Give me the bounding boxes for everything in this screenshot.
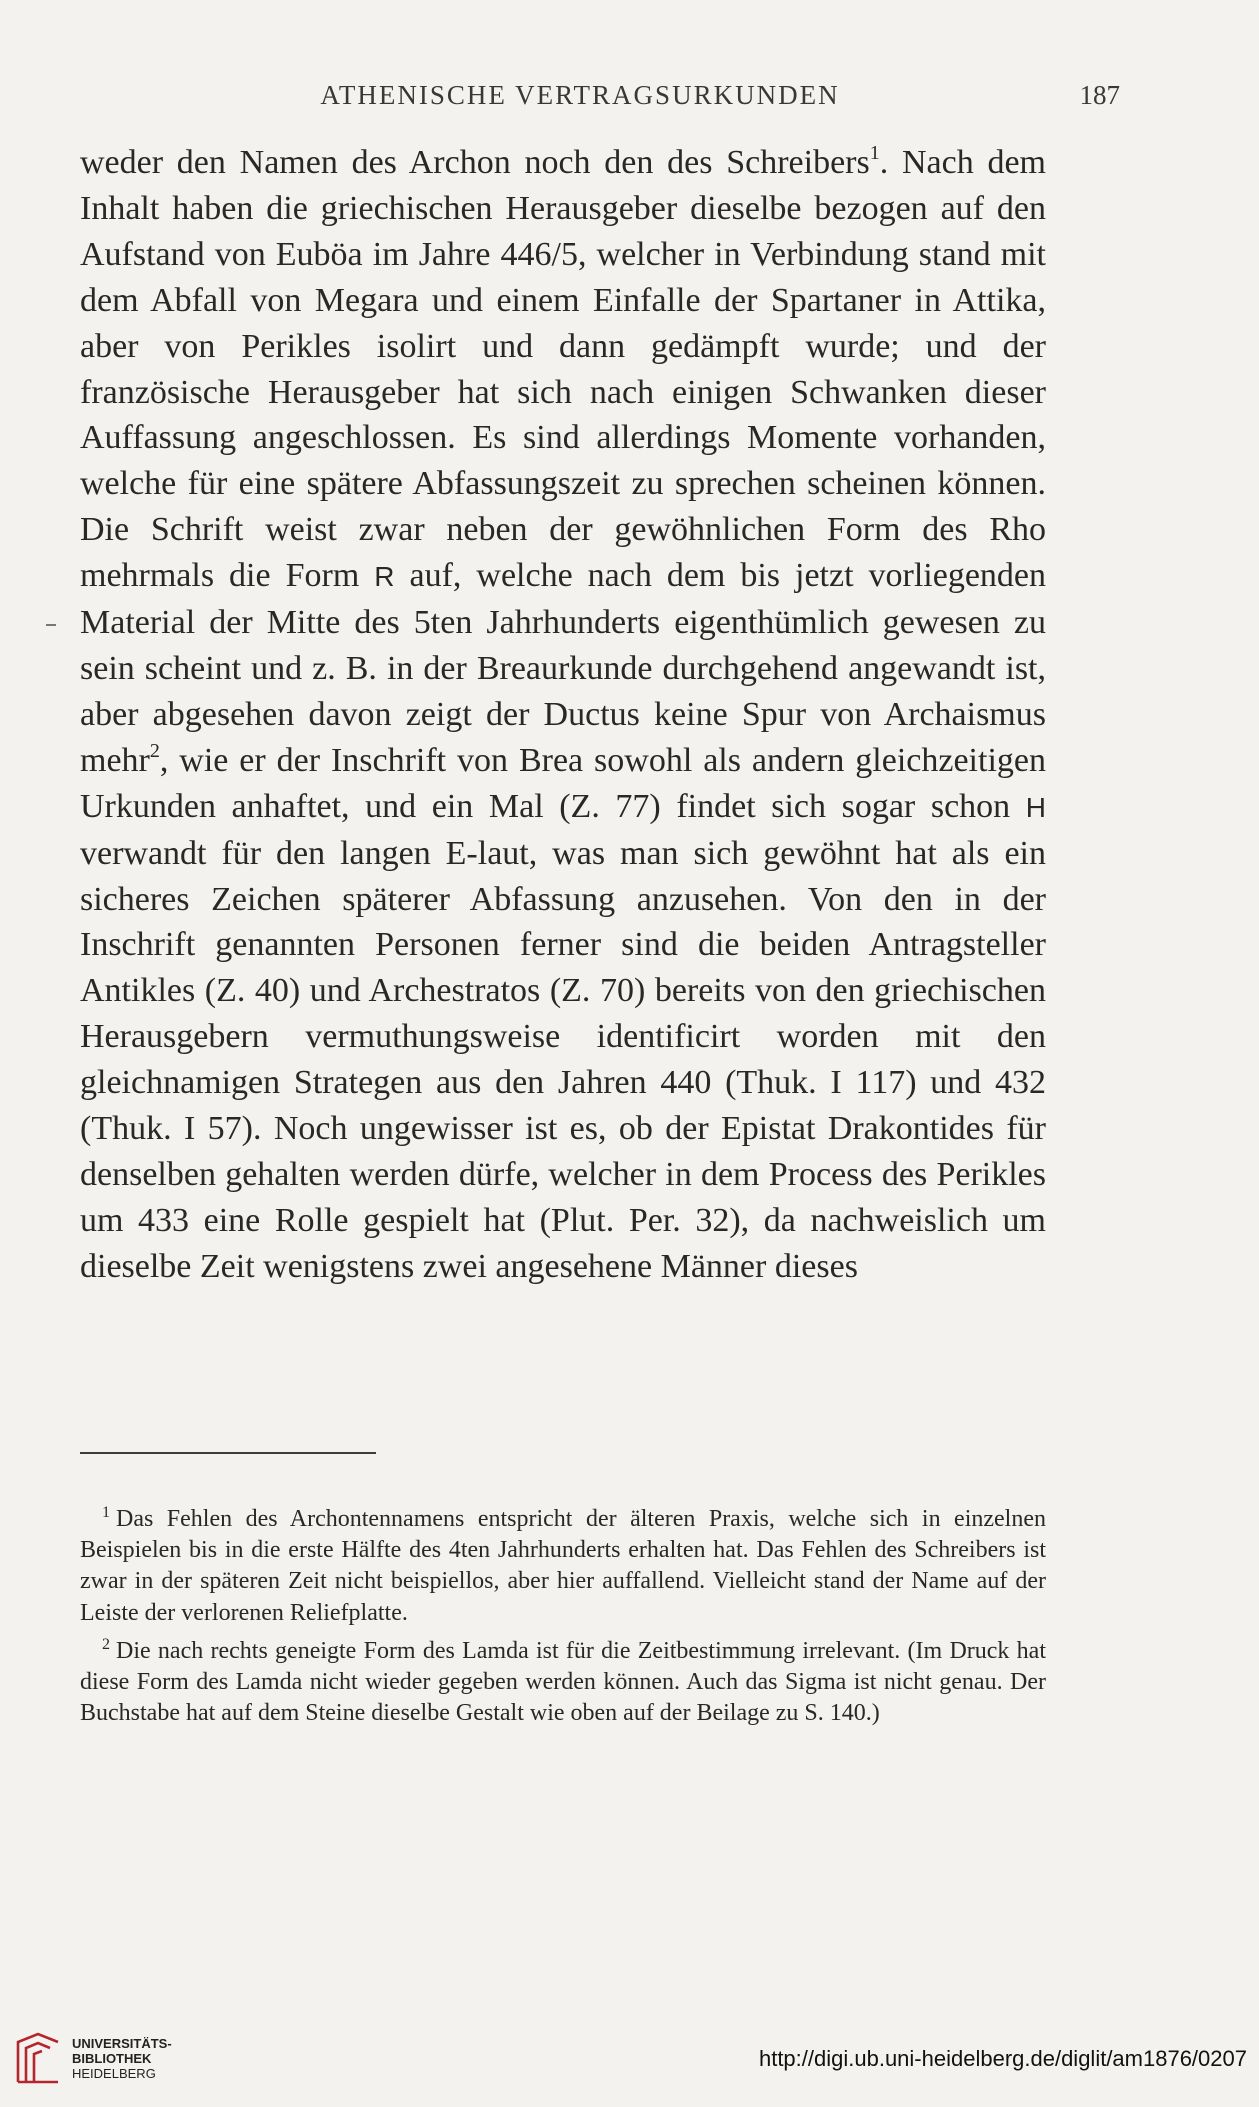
- body-text-segment: , wie er der Inschrift von Brea sowohl als andern gleichzeitigen Urkunden anhaftet, und ein Mal (Z. 77) findet sich sogar schon: [80, 741, 1046, 825]
- page-footer: [0, 2024, 1259, 2104]
- body-text-segment: auf, welche nach dem bis jetzt vorliegenden Material der Mitte des 5ten Jahrhunderts eigenthümlich gewesen zu sein scheint und z. B. in der Breaurkunde durchgehend angewandt ist, aber abgesehen davon zeigt der Ductus keine Spur von Archaismus mehr: [80, 557, 1047, 779]
- body-text-segment: verwandt für den langen E-laut, was man sich gewöhnt hat als ein sicheres Zeichen späterer Abfassung anzusehen. Von den in der Inschrift genannten Personen ferner sind die beiden Antragsteller Antikles (Z. 40) und Archestratos (Z. 70) bereits von den griechischen Herausgebern vermuthungsweise identificirt worden mit den gleichnamigen Strategen aus den Jahren 440 (Thuk. I 117) und 432 (Thuk. I 57). Noch ungewisser ist es, ob der Epistat Drakontides für denselben gehalten werden dürfe, welcher in dem Process des Perikles um 433 eine Rolle gespielt hat (Plut. Per. 32), da nachweislich um dieselbe Zeit wenigstens zwei angesehene Männer dieses: [80, 834, 1046, 1285]
- footnote-1: [80, 1497, 1046, 1629]
- footnote-number: 1: [102, 1504, 110, 1521]
- footnote-number: 2: [102, 1635, 110, 1653]
- footnote-ref-1[interactable]: 1: [869, 142, 880, 164]
- university-library-logo-icon[interactable]: [12, 2032, 64, 2088]
- footnotes: [80, 1497, 1046, 1729]
- footnote-ref-2[interactable]: 2: [149, 739, 160, 762]
- library-line: BIBLIOTHEK: [72, 2051, 152, 2066]
- body-text: [80, 140, 1046, 1290]
- body-text-segment: . Nach dem Inhalt haben die griechischen Herausgeber dieselbe bezogen auf den Aufstand von Euböa im Jahre 446/5, welcher in Verbindung stand mit dem Abfall von Megara und einem Einfalle der Spartaner in Attika, aber von Perikles isolirt und dann gedämpft wurde; und der französische Herausgeber hat sich nach einigen Schwanken dieser Auffassung angeschlossen. Es sind allerdings Momente vorhanden, welche für eine spätere Abfassungszeit zu sprechen scheinen können. Die Schrift weist zwar neben der gewöhnlichen Form des Rho mehrmals die Form: [80, 144, 1046, 595]
- page-number: 187: [1079, 80, 1120, 110]
- body-text-segment: weder den Namen des Archon noch den des Schreibers: [80, 144, 870, 181]
- page-header: [80, 80, 1120, 120]
- footnote-text: Die nach rechts geneigte Form des Lamda ist für die Zeitbestimmung irrelevant. (Im Druck hat diese Form des Lamda nicht wieder gegeben werden können. Auch das Sigma ist nicht genau. Der Buchstabe hat auf dem Steine dieselbe Gestalt wie oben auf der Beilage zu S. 140.): [80, 1637, 1046, 1727]
- margin-mark: [46, 624, 56, 626]
- footnote-separator: [80, 1452, 376, 1454]
- rho-glyph: R: [374, 561, 395, 593]
- library-name: [72, 2036, 172, 2081]
- footnote-2: [80, 1629, 1046, 1730]
- footnote-text: Das Fehlen des Archontennamens entspricht der älteren Praxis, welche sich in einzelnen Beispielen bis in die erste Hälfte des 4ten Jahrhunderts erhalten hat. Das Fehlen des Schreibers ist zwar in der späteren Zeit nicht beispiellos, aber hier auffallend. Vielleicht stand der Name auf der Leiste der verlorenen Reliefplatte.: [80, 1506, 1046, 1626]
- source-url-link[interactable]: http://digi.ub.uni-heidelberg.de/diglit/am1876/0207: [758, 2046, 1247, 2071]
- eta-glyph: H: [1025, 791, 1046, 823]
- body-paragraph: [80, 140, 1046, 1290]
- library-line: UNIVERSITÄTS-: [72, 2036, 172, 2051]
- running-title: ATHENISCHE VERTRAGSURKUNDEN: [320, 80, 840, 110]
- library-line: HEIDELBERG: [72, 2066, 156, 2081]
